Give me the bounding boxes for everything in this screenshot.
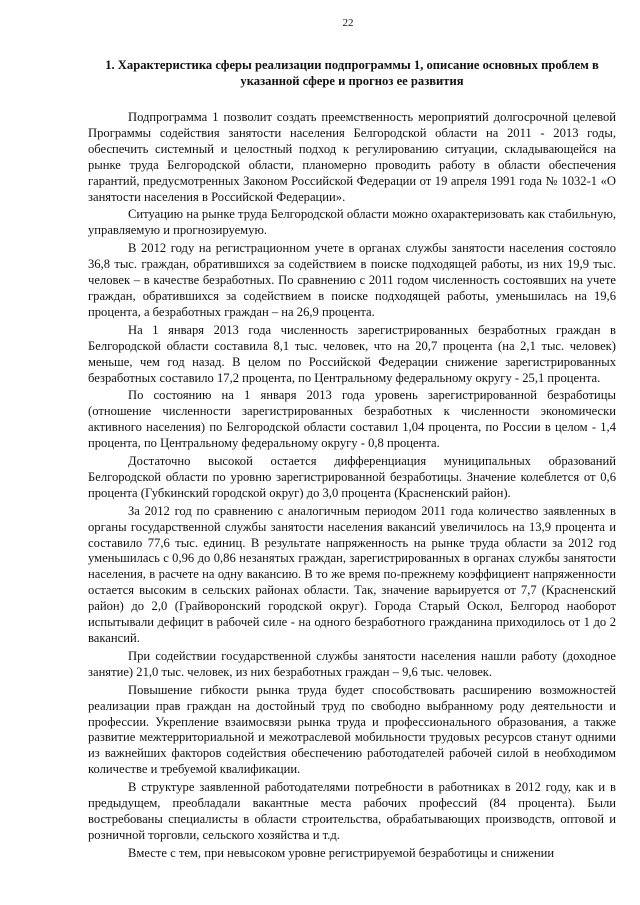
paragraph: При содействии государственной службы занятости населения нашли работу (доходное занятие) 21,0 тыс. человек, из них безработных граждан – 9,6 тыс. человек. — [88, 648, 616, 679]
paragraph: В структуре заявленной работодателями потребности в работниках в 2012 году, как и в предыдущем, преобладали вакантные места рабочих профессий (84 процента). Были востребованы специалисты в области строительства, обрабатывающих производств, оптовой и розничной торговли, сельского хозяйства и т.д. — [88, 780, 616, 842]
paragraph: Достаточно высокой остается дифференциация муниципальных образований Белгородской области по уровню зарегистрированной безработицы. Значение колеблется от 0,6 процента (Губкинский городской округ) до 3,0 процента (Красненский район). — [88, 454, 616, 500]
paragraph: За 2012 год по сравнению с аналогичным периодом 2011 года количество заявленных в органы государственной службы занятости населения вакансий увеличилось на 13,9 процента и составило 77,6 тыс. единиц. В результате напряженность на рынке труда области за 2012 год уменьшилась с 0,96 до 0,86 незанятых граждан, зарегистрированных в органах службы занятости населения, в расчете на одну вакансию. В то же время по-прежнему коэффициент напряженности остается высоким в сельских районах области. Так, значение варьируется от 7,7 (Красненский район) до 2,0 (Грайворонский городской округ). Города Старый Оскол, Белгород наоборот испытывали дефицит в рабочей силе - на одного безработного гражданина приходилось от 1 до 2 вакансий. — [88, 503, 616, 645]
paragraph: Подпрограмма 1 позволит создать преемственность мероприятий долгосрочной целевой Программы содействия занятости населения Белгородской области на 2011 - 2013 годы, обеспечить системный и целостный подход к регулированию ситуации, складывающейся на рынке труда Белгородской области, планомерно проводить работу в области обеспечения гарантий, предусмотренных Законом Российской Федерации от 19 апреля 1991 года № 1032-1 «О занятости населения в Российской Федерации». — [88, 110, 616, 204]
paragraph: В 2012 году на регистрационном учете в органах службы занятости населения состояло 36,8 тыс. граждан, обратившихся за содействием в поиске подходящей работы, из них 19,9 тыс. человек – в качестве безработных. По сравнению с 2011 годом численность состоявших на учете граждан, обратившихся за содействием в поиске подходящей работы, уменьшилась на 19,6 процента, а безработных граждан – на 26,9 процента. — [88, 241, 616, 319]
paragraph: На 1 января 2013 года численность зарегистрированных безработных граждан в Белгородской области составила 8,1 тыс. человек, что на 20,7 процента (на 2,1 тыс. человек) меньше, чем год назад. В целом по Российской Федерации снижение зарегистрированных безработных составило 17,2 процента, по Центральному федеральному округу - 25,1 процента. — [88, 322, 616, 385]
page-number: 22 — [342, 17, 354, 29]
section-heading: 1. Характеристика сферы реализации подпрограммы 1, описание основных проблем в указанной сфере и прогноз ее развития — [105, 58, 599, 88]
paragraph: Повышение гибкости рынка труда будет способствовать расширению возможностей реализации прав граждан на достойный труд по свободно выбранному роду деятельности и профессии. Укрепление взаимосвязи рынка труда и профессионального образования, а также развитие межтерриториальной и межотраслевой мобильности трудовых ресурсов станут одними из важнейших факторов содействия обеспечению работодателей рабочей силой в необходимом количестве и требуемой квалификации. — [88, 682, 616, 777]
paragraph: Ситуацию на рынке труда Белгородской области можно охарактеризовать как стабильную, управляемую и прогнозируемую. — [88, 207, 616, 238]
paragraph: По состоянию на 1 января 2013 года уровень зарегистрированной безработицы (отношение численности зарегистрированных безработных к численности экономически активного населения) по Белгородской области составил 1,04 процента, по России в целом - 1,4 процента, по Центральному федеральному округу - 0,8 процента. — [88, 388, 616, 451]
paragraph: Вместе с тем, при невысоком уровне регистрируемой безработицы и снижении — [128, 845, 555, 860]
